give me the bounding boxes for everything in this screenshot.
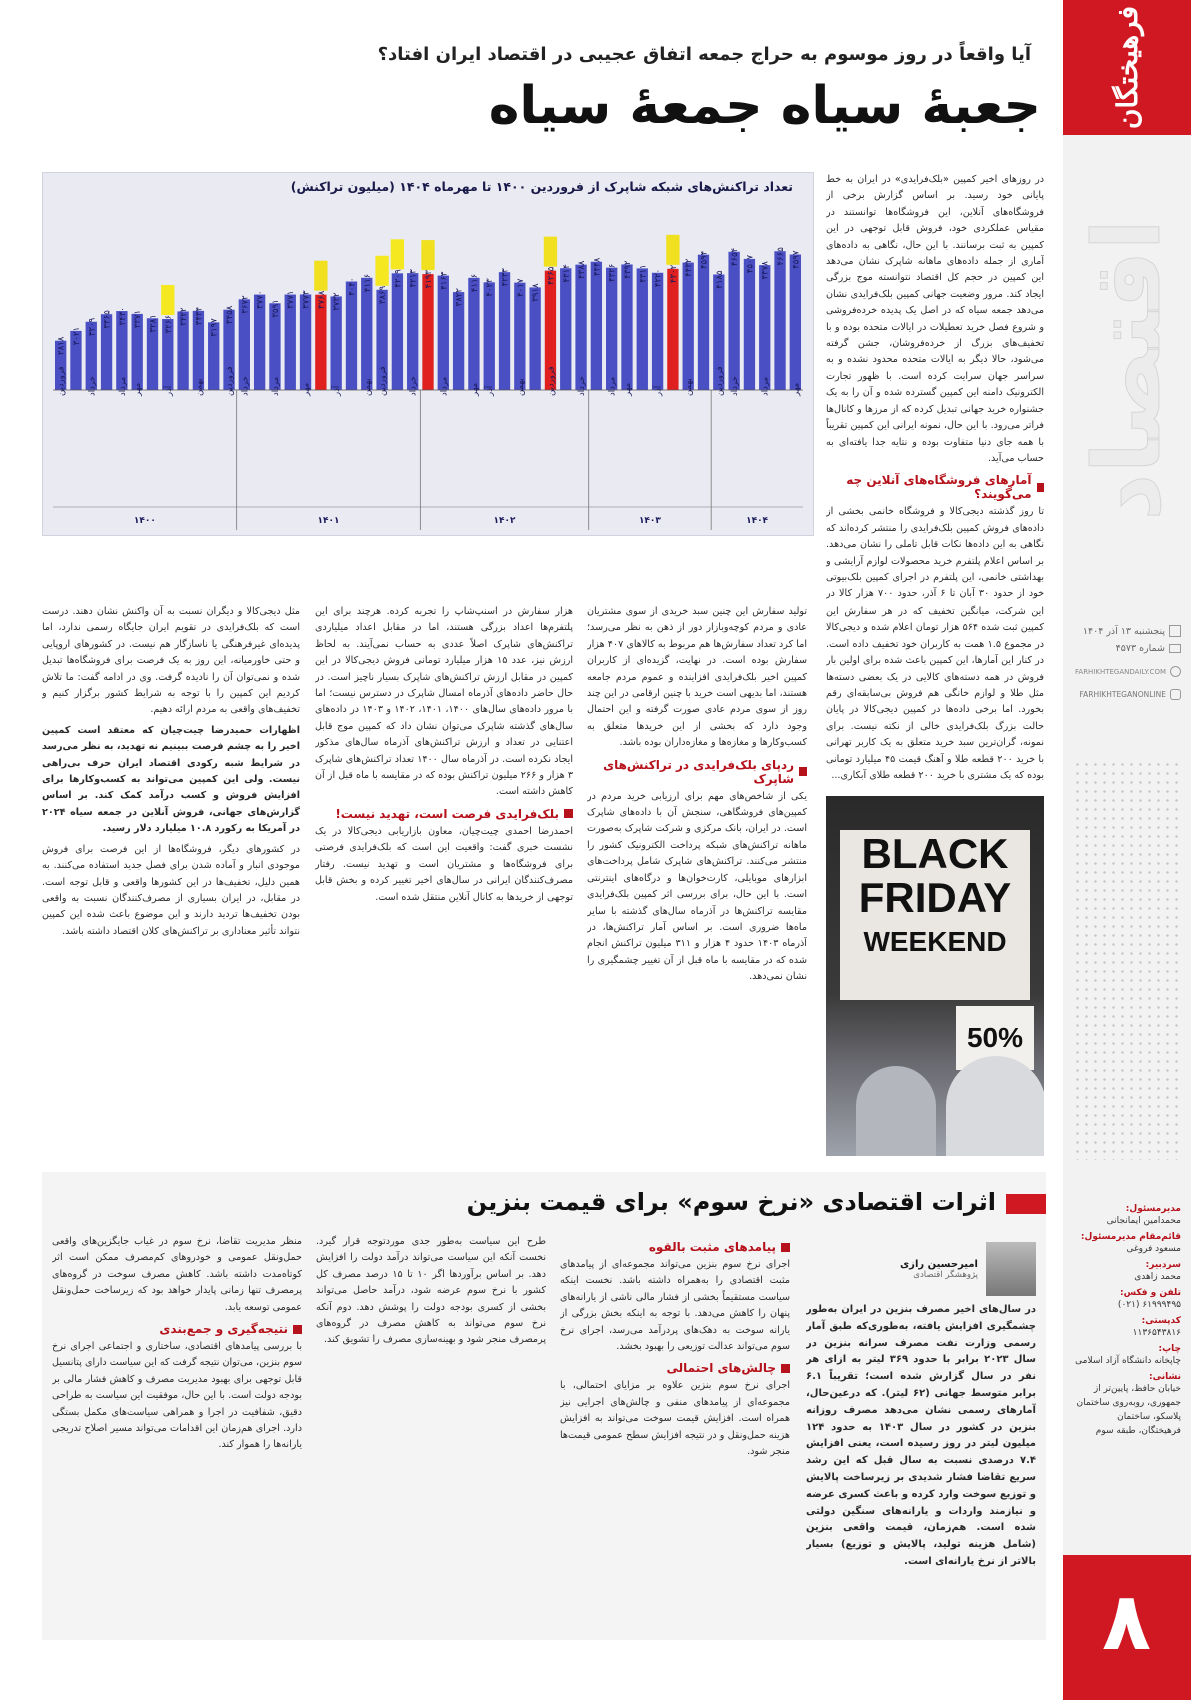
month-label: مرداد: [439, 376, 450, 396]
author-photo: [986, 1242, 1036, 1296]
sidebar: [1063, 0, 1191, 1700]
square-bullet-icon: [564, 809, 573, 818]
bottom-col-3: طرح این سیاست به‌طور جدی موردتوجه قرار گیرد. نخست آنکه این سیاست می‌تواند درآمد دولت را افزایش دهد. بر اساس برآوردها اگر ۱۰ تا ۱۵ درصد مصرف کل کشور با نرخ سوم عرضه شود، درآمد حاصل می‌تواند بخشی از کسری بودجه دولت را پوشش دهد. دوم آنکه نرخ سوم می‌تواند به کاهش مصرف در گروه‌های پرمصرف منجر شود و بهینه‌سازی مصرف را تشویق کند.: [316, 1236, 546, 1346]
body-column-1: تولید سفارش این چنین سبد خریدی از سوی مشتریان عادی و مردم کوچه‌وبازار دور از ذهن به نظر می‌رسد؛ اما کرد تعداد سفارش‌ها هم مربوط به کالاهای ۴۰۷ هزار سفارش بوده است. در نهایت، گزیده‌ای از کاربران کمپین اخیر بلک‌فرایدی افزاینده و عموم مردم جامعه هستند، اما بدیهی است خرید با چنین ارقامی در این چند روز از سوی مردم عادی صورت گرفته و این احتمال وجود دارد که بخشی از این خریدها متعلق به کسب‌وکارها و مغازه‌ها و مغازه‌داران بوده باشد. ردپای بلک‌فرایدی در تراکنش‌های شاپرک یکی از شاخص‌های مهم برای ارزیابی خرید مردم در کمپین‌های فروشگاهی، سنجش آن با داده‌های شاپرک است. در ایران، بانک مرکزی و شرکت شاپرک به‌صورت ماهانه تراکنش‌های شبکه پرداخت الکترونیک کشور را منتشر می‌کنند. تراکنش‌های شاپرک شامل پرداخت‌های ابزارهای موبایلی، کارت‌خوان‌ها و درگاه‌های اینترنتی است. با این حال، برای بررسی اثر کمپین بلک‌فرایدی مقایسه تراکنش‌ها در آذرماه سال‌های گذشته با سایر ماه‌ها ضروری است. بر اساس آمار تراکنش‌ها، در آذرماه ۱۴۰۳ حدود ۴ هزار و ۳۱۱ میلیون تراکنش انجام شده که در مقایسه با ماه قبل از آن تغییر چشمگیری را نشان نمی‌دهد.: [587, 606, 807, 983]
headline-kicker: آیا واقعاً در روز موسوم به حراج جمعه اتفاق عجیبی در اقتصاد ایران افتاد؟: [377, 44, 1031, 65]
value-label-highlight: [391, 239, 404, 269]
value-label: ۳۳۷۱: [133, 309, 144, 329]
credit-value: محمدامین ایمانجانی: [1106, 1216, 1181, 1226]
instagram-icon: [1170, 689, 1181, 700]
value-label: ۳۲۸۱: [148, 314, 159, 333]
value-label-highlight: [375, 256, 388, 286]
value-label: ۴۴۴۸: [592, 257, 603, 277]
value-label: ۴۲۲۰: [653, 268, 664, 288]
author-box: [826, 1242, 1036, 1296]
value-label: ۴۶۶۵: [776, 247, 787, 266]
chart-bar: [774, 251, 785, 390]
month-label: بهمن: [194, 378, 205, 396]
value-label: ۳۶۷۲: [240, 295, 251, 314]
value-label-highlight: [666, 235, 679, 265]
month-label: مهر: [469, 382, 480, 396]
value-label: ۳۳۶۵: [102, 310, 113, 329]
author-role: پژوهشگر اقتصادی: [913, 1269, 978, 1280]
month-label: خرداد: [730, 376, 741, 396]
bottom-title-bar: [1006, 1194, 1046, 1214]
value-label: ۴۳۹۲: [622, 260, 633, 279]
lead-column: [826, 172, 1044, 600]
chart-bar: [560, 268, 571, 390]
credit-value: ۶۱۹۹۹۴۹۵ (۰۲۱): [1117, 1300, 1181, 1310]
square-bullet-icon: [781, 1364, 790, 1373]
social-handle[interactable]: FARHIKHTEGANONLINE: [1079, 690, 1166, 699]
month-label: فروردین: [546, 366, 557, 396]
credit-label: مدیرمسئول:: [1125, 1204, 1181, 1214]
page-number: ۸: [1063, 1555, 1191, 1700]
value-label: ۳۴۵۸: [225, 305, 236, 324]
value-label: ۴۲۶۵: [546, 266, 557, 285]
value-label: ۴۱۹۳: [424, 270, 434, 289]
value-label: ۳۷۶۸: [316, 290, 327, 309]
value-label: ۳۴۳۰: [117, 307, 128, 326]
value-label: ۴۰۱۷: [515, 278, 526, 297]
bottom-col-4: منظر مدیریت تقاضا، نرخ سوم در غیاب جایگزین‌های واقعی حمل‌ونقل عمومی و خودروهای کم‌مصرف ممکن است اثر کوتاه‌مدت داشته باشد. کاهش مصرف سوخت در گروه‌های پرمصرف تنها زمانی پایدار خواهد بود که زیرساخت حمل‌ونقل عمومی توسعه یابد. نتیجه‌گیری و جمع‌بندی با بررسی پیامدهای اقتصادی، ساختاری و اجتماعی اجرای نرخ سوم بنزین، می‌توان نتیجه گرفت که این سیاست دارای پتانسیل قابل توجهی برای بهبود مدیریت مصرف و کاهش فشار مالی بر بودجه دولت است. با این حال، موفقیت این سیاست به طراحی دقیق، شفافیت در اجرا و همراهی سیاست‌های مکمل بستگی دارد. اجرای هم‌زمان این اقدامات می‌تواند مسیر اصلاح تدریجی یارانه‌ها را هموار کند.: [52, 1236, 302, 1451]
value-label: ۳۰۲۱: [71, 326, 82, 346]
year-label: ۱۴۰۳: [638, 516, 661, 526]
chart-bar: [529, 287, 540, 390]
chart-bar: [790, 255, 801, 390]
month-label: مهر: [791, 382, 802, 396]
value-label: ۴۴۳۲: [684, 258, 695, 277]
subhead-opportunity: بلک‌فرایدی فرصت است، تهدید نیست!: [315, 807, 573, 821]
chart-bar: [575, 265, 586, 390]
month-label: آذر: [163, 385, 174, 396]
chart-bar: [667, 269, 678, 390]
value-label-highlight: [544, 237, 557, 267]
month-label: خرداد: [408, 376, 419, 396]
chart-bar: [698, 255, 709, 390]
value-label: ۴۵۹۴: [699, 250, 710, 269]
month-label: بهمن: [515, 378, 526, 396]
headline-title: جعبهٔ سیاه جمعهٔ سیاه: [488, 76, 1041, 136]
credit-value: ۱۱۳۶۵۴۳۸۱۶: [1132, 1328, 1181, 1338]
author-name: امیرحسین رازی: [900, 1258, 978, 1270]
value-label: ۴۲۳۳: [500, 268, 511, 287]
value-label: ۴۵۰۷: [745, 254, 756, 274]
month-label: آذر: [653, 385, 664, 396]
credit-label: کدپستی:: [1141, 1316, 1181, 1326]
issue-number: شماره ۴۵۷۳: [1115, 643, 1165, 654]
chart-bar: [759, 265, 770, 390]
value-label: ۴۳۰۲: [668, 264, 679, 284]
value-label: ۴۱۸۵: [714, 270, 725, 289]
year-label: ۱۴۰۱: [317, 516, 340, 526]
bottom-article: [42, 1172, 1046, 1640]
lead-paragraph: در روزهای اخیر کمپین «بلک‌فرایدی» در ایران به خط پایانی خود رسید. بر اساس گزارش برخی از فروشگاه‌های آنلاین، این فروشگاه‌ها توانستند در مقیاس عملکردی خود، فروش قابل توجهی در این کمپین به ثبت برسانند. با این حال، نگاهی به داده‌های آماری از جمله داده‌های ماهانه شاپرک نشان می‌دهد این کمپین در حجم کل اقتصاد نتوانسته موج بزرگی ایجاد کند. مرور وضعیت جهانی کمپین بلک‌فرایدی نشان می‌دهد جمعه سیاه که در اصل یک پدیده خرده‌فروشی و شروع فصل خرید تعطیلات در ایالات متحده بوده و با تخفیف‌های بزرگ از خرده‌فروشان، جشن گرفته می‌شود، حالا دیگر به ایالات متحده محدود نشده و به سراسر جهان سرایت کرده است. با ظهور تجارت الکترونیک دامنه این کمپین گسترده شده و آن را به یک جشنواره خرید جهانی تبدیل کرده که از مرزها و کانال‌ها فراتر می‌رود. با این حال، نمونه ایرانی این کمپین تقریباً با همه جای دنیا متفاوت بوده و نتایه جدا یافته‌ای به حساب می‌آید.: [826, 174, 1044, 464]
chart-bar: [637, 268, 648, 390]
year-label: ۱۴۰۴: [746, 516, 769, 526]
month-label: مرداد: [270, 376, 281, 396]
value-label: ۴۰۲۳: [485, 278, 496, 297]
number-icon: [1169, 644, 1181, 653]
value-label: ۴۵۹۷: [791, 250, 802, 269]
value-label: ۳۸۶۹: [378, 285, 389, 305]
value-label: ۲۸۱۸: [56, 336, 67, 355]
value-label: ۴۳۸۸: [577, 260, 588, 279]
chart-bar: [407, 273, 418, 390]
chart-bar: [606, 268, 617, 390]
value-label: ۳۴۲۲: [179, 307, 190, 326]
credit-label: چاپ:: [1158, 1344, 1181, 1354]
month-label: مرداد: [117, 376, 128, 396]
square-bullet-icon: [293, 1325, 302, 1334]
chart-bar: [392, 273, 403, 390]
chart-bar: [346, 282, 357, 391]
value-label-highlight: [314, 261, 327, 291]
year-label: ۱۴۰۰: [133, 516, 156, 526]
credit-label: قائم‌مقام مدیرمسئول:: [1080, 1232, 1181, 1242]
black-friday-photo: BLACK FRIDAY WEEKEND 50%: [826, 796, 1044, 1156]
value-label: ۴۱۶۳: [439, 271, 450, 290]
body-paragraph-1: تا روز گذشته دیجی‌کالا و فروشگاه خانمی بخشی از داده‌های فروش کمپین بلک‌فرایدی را منتشر کرده‌اند که نگاهی به این داده‌ها نکات قابل تاملی را نشان می‌دهد. بر اساس اعلام پلتفرم خرید محصولات لوازم آرایشی و بهداشتی خانمی، این پلتفرم در اجرای کمپین بلک‌بیوتی خود از حدود ۳۰ آبان تا ۶ آذر، حدود ۷۰۰ هزار کالا در: [826, 506, 1044, 600]
body-column-3: مثل دیجی‌کالا و دیگران نسبت به آن واکنش نشان دهند. درست است که بلک‌فرایدی در تقویم ایران جایگاه رسمی ندارد، اما پدیده‌ای غیرفرهنگی یا ناسازگار هم نیست. در کشورهای اروپایی و حتی خاورمیانه، این روز به یک فرصت برای فروشگاه‌ها تبدیل شده و نمی‌توان آن را نادیده گرفت. وی در ادامه گفت: ما تلاش کردیم این کمپین را با توجه به شرایط کشور برگزار کنیم و تخفیف‌های واقعی به مردم ارائه دهیم. اظهارات حمیدرضا چیت‌چیان که معتقد است کمپین اخیر را به چشم فرصت ببینیم نه تهدید، به نظر می‌رسد در شرایط شبه رکودی اقتصاد ایران حرف بی‌راهی نیست. ولی این کمپین می‌تواند به کسب‌وکارها برای افزایش فروش و کسب درآمد کمک کند. بر اساس گزارش‌های جهانی، فروش آنلاین در جمعه سیاه ۲۰۲۴ در آمریکا به رکورد ۱۰.۸ میلیارد دلار رسید. در کشورهای دیگر، فروشگاه‌ها از این فرصت برای فروش موجودی انبار و آماده شدن برای فصل جدید استفاده می‌کنند. به همین دلیل، تخفیف‌ها در این کشورها واقعی و قابل توجه است. در مقابل، در ایران بسیاری از مصرف‌کنندگان نسبت به واقعی بودن تخفیف‌ها تردید دارند و این موضوع باعث شده این کمپین نتواند تأثیر معناداری بر تراکنش‌های کلان اقتصاد داشته باشد.: [42, 606, 300, 937]
value-label: ۳۷۷۳: [301, 290, 312, 309]
body-column-2: هزار سفارش در اسنپ‌شاپ را تجربه کرده. هرچند برای این پلتفرم‌ها اعداد بزرگی هستند، اما در مقابل اعداد میلیاردی تراکنش‌های شاپرک اصلاً عددی به حساب نمی‌آیند. به لحاظ ارزش نیز، عدد ۱۵ هزار میلیارد تومانی فروش دیجی‌کالا در این کمپین در مقابل ارزش تراکنش‌های شاپرک بسیار ناچیز است. در حال حاضر داده‌های آذرماه امسال شاپرک در دسترس نیست؛ اما با مرور داده‌های سال‌های ۱۴۰۰، ۱۴۰۱، ۱۴۰۲ و ۱۴۰۳ در داده‌های سال‌های گذشته شاپرک می‌توان نشان داد که کمپین موج قابل اعتنایی در تعداد و ارزش تراکنش‌های آذرماه سال‌های مذکور ایجاد نکرده است. در آذرماه سال ۱۴۰۰ تعداد تراکنش‌های شاپرک ۳ هزار و ۲۶۶ میلیون تراکنش بوده که در مقایسه با ماه قبل از آن کاهش داشته است. بلک‌فرایدی فرصت است، تهدید نیست! احمدرضا احمدی چیت‌چیان، معاون بازاریابی دیجی‌کالا در یک نشست خبری گفت: واقعیت این است که بلک‌فرایدی فرصتی برای فروشگاه‌ها و مشتریان است و تهدید نیست. رفتار مصرف‌کنندگان ایرانی در سال‌های اخیر تغییر کرده و بخش قابل توجهی از خریدها به کانال آنلاین منتقل شده است.: [315, 606, 573, 903]
square-bullet-icon: [781, 1243, 790, 1252]
credit-value: چاپخانه دانشگاه آزاد اسلامی: [1075, 1356, 1181, 1366]
section-title: اقتصاد: [1073, 219, 1181, 521]
credit-label: سردبیر:: [1145, 1260, 1181, 1270]
value-label-highlight: [421, 240, 434, 270]
value-label: ۳۲۰۹: [87, 317, 98, 337]
value-label: ۴۰۴۰: [347, 277, 358, 296]
month-label: مهر: [133, 382, 144, 396]
calendar-icon: [1169, 625, 1181, 637]
chart-bar: [683, 263, 694, 390]
pattern-dots: [1073, 760, 1181, 1160]
month-label: آذر: [485, 385, 496, 396]
chart-panel: [42, 172, 814, 536]
credit-value: محمد زاهدی: [1134, 1272, 1181, 1282]
chart-title: تعداد تراکنش‌های شبکه شاپرک از فروردین ۱۴۰۰ تا مهرماه ۱۴۰۴ (میلیون تراکنش): [290, 179, 793, 194]
credit-label: نشانی:: [1148, 1372, 1181, 1382]
website-url[interactable]: FARHIKHTEGANDAILY.COM: [1075, 667, 1166, 676]
logo-text: فرهیختگان: [1110, 5, 1144, 130]
chart-bar: [438, 276, 449, 390]
value-label: ۴۳۱۴: [561, 264, 572, 283]
chart-bar: [652, 273, 663, 390]
month-label: فروردین: [714, 366, 725, 396]
bar-chart: [43, 195, 813, 535]
value-label: ۴۲۱۳: [408, 269, 419, 288]
month-label: بهمن: [362, 378, 373, 396]
value-label: ۳۷۷۰: [255, 290, 266, 309]
value-label: ۴۳۲۶: [607, 263, 618, 282]
value-label: ۴۱۱۶: [469, 273, 480, 293]
month-label: خرداد: [577, 376, 588, 396]
year-label: ۱۴۰۲: [493, 516, 516, 526]
month-label: بهمن: [684, 378, 695, 396]
chart-bar: [499, 272, 510, 390]
credit-value: خیابان حافظ، پایین‌تر از جمهوری، روبه‌روی ساختمان پلاسکو، ساختمان فرهیختگان، طبقه سوم: [1076, 1384, 1181, 1436]
chart-bar: [728, 252, 739, 390]
month-label: مرداد: [760, 376, 771, 396]
month-label: فروردین: [378, 366, 389, 396]
bottom-col-2: پیامدهای مثبت بالقوه اجرای نرخ سوم بنزین می‌تواند مجموعه‌ای از پیامدهای مثبت اقتصادی را به‌همراه داشته باشد. نخست اینکه سیاست مستقیماً بخشی از فشار مالی ناشی از یارانه‌های پنهان را کاهش می‌دهد. با توجه به اینکه بخش بزرگی از یارانه سوخت به دهک‌های پردرآمد می‌رسد، اجرای نرخ سوم می‌تواند عدالت توزیعی را بهبود بخشد. چالش‌های احتمالی اجرای نرخ سوم بنزین علاوه بر مزایای احتمالی، با مجموعه‌ای از پیامدهای منفی و چالش‌های اجرایی نیز همراه است. افزایش قیمت سوخت می‌تواند به افزایش هزینه حمل‌ونقل و در نتیجه افزایش سطح عمومی قیمت‌ها منجر شود.: [560, 1240, 790, 1458]
value-label: ۴۱۱۶: [362, 273, 373, 293]
credit-label: تلفن و فکس:: [1120, 1288, 1181, 1298]
value-label: ۳۵۹۱: [270, 299, 281, 318]
chart-bar: [361, 278, 372, 390]
value-label: ۴۳۷۸: [760, 261, 771, 280]
logo-block: [1063, 0, 1191, 135]
value-label-highlight: [161, 285, 174, 315]
month-label: مهر: [301, 382, 312, 396]
month-label: مرداد: [607, 376, 618, 396]
chart-bar: [591, 262, 602, 390]
value-label: ۳۲۶۶: [163, 314, 174, 334]
value-label: ۳۱۹۷: [209, 318, 220, 337]
value-label: ۳۷۷۱: [286, 290, 297, 309]
square-bullet-icon: [799, 767, 807, 776]
chart-bar: [468, 278, 479, 390]
value-label: ۳۴۳۴: [194, 306, 205, 326]
highlighted-quote: اظهارات حمیدرضا چیت‌چیان که معتقد است کمپین اخیر را به چشم فرصت ببینیم نه تهدید، به نظر می‌رسد در شرایط شبه رکودی اقتصاد ایران حرف بی‌راهی نیست. ولی این کمپین می‌تواند به کسب‌وکارها برای افزایش فروش و کسب درآمد کمک کند. بر اساس گزارش‌های جهانی، فروش آنلاین در جمعه سیاه ۲۰۲۴ در آمریکا به رکورد ۱۰.۸ میلیارد دلار رسید.: [42, 724, 300, 835]
value-label: ۴۳۱۱: [638, 264, 649, 283]
month-label: خرداد: [240, 376, 251, 396]
credit-value: مسعود فروغی: [1126, 1244, 1181, 1254]
credits: [1073, 1200, 1181, 1438]
value-label: ۳۸۲۲: [454, 288, 465, 307]
bottom-title: اثرات اقتصادی «نرخ سوم» برای قیمت بنزین: [466, 1188, 996, 1216]
chart-bar: [621, 264, 632, 390]
subhead-shaparak: ردپای بلک‌فرایدی در تراکنش‌های شاپرک: [587, 758, 807, 786]
globe-icon: [1170, 666, 1181, 677]
value-label: ۴۲۰۹: [393, 269, 404, 288]
chart-bar: [744, 259, 755, 390]
bottom-lead: در سال‌های اخیر مصرف بنزین در ایران به‌طور چشمگیری افزایش یافته، به‌طوری‌که طبق آمار رسمی وزارت نفت مصرف سرانه بنزین در سال ۲۰۲۳ برابر با حدود ۳۶۹ لیتر به ازای هر نفر در سال گزارش شده است؛ تقریباً ۶.۱ برابر متوسط جهانی (۶۲ لیتر). که درعین‌حال، آمارهای رسمی نشان می‌دهد مصرف روزانه بنزین در کشور در سال ۱۴۰۳ به حدود ۱۲۴ میلیون لیتر در روز رسیده است، یعنی افزایش ۷.۴ درصدی نسبت به سال قبل که این رشد سریع تقاضا فشار شدیدی بر زیرساخت پالایش و توزیع سوخت وارد کرده و باعث کسری عرضه و نیازمند واردات و یارانه‌های سنگین دولتی شده است. هم‌زمان، قیمت واقعی بنزین (شامل هزینه تولید، پالایش و توزیع) بسیار بالاتر از نرخ یارانه‌ای است.: [806, 1304, 1036, 1567]
body-paragraph-2: این شرکت، میانگین تخفیف که در هر سفارش این کمپین ثبت شده ۵۶۴ هزار تومان اعلام شده و دیجی‌کالا در مجموع ۱.۵ همت به کاربران خود تخفیف داده است. در کنار این آمارها، این کمپین باعث شده برای اولین بار فروش در همه دسته‌های کالایی در یک بعضی دسته‌ها مثل طلا و لوازم خانگی هم فروش بی‌سابقه‌ای رقم بخورد. اما برخی داده‌ها در کمپین دیجی‌کالا در پایان حالت بزرگ بلک‌فرایدی خالی از نکته نیست. برای نمونه، گران‌ترین سبد خرید متعلق به یک کاربر تهرانی با خرید ۲۰۰ قطعه طلا و آهنگ قیمت ۴۵ میلیارد تومانی بوده که یک مشتری با خرید ۲۰۰ قطعه طلای آبکاری...: [826, 606, 1044, 782]
chart-bar: [422, 274, 433, 390]
subhead-online-stores: آمارهای فروشگاه‌های آنلاین چه می‌گویند؟: [826, 473, 1044, 501]
chart-bar: [514, 283, 525, 390]
value-label: ۳۹۱۸: [531, 283, 542, 302]
issue-info: [1073, 625, 1181, 700]
value-label: ۳۷۳۲: [332, 292, 343, 311]
month-label: فروردین: [225, 366, 236, 396]
value-label: ۴۶۵۴: [730, 247, 741, 267]
issue-date: پنجشنبه ۱۳ آذر ۱۴۰۴: [1082, 625, 1165, 637]
month-label: مهر: [622, 382, 633, 396]
month-label: فروردین: [56, 366, 67, 396]
month-label: آذر: [332, 385, 343, 396]
chart-bar: [484, 282, 495, 390]
lead-column-cont: [826, 604, 1044, 789]
square-bullet-icon: [1037, 483, 1045, 492]
month-label: خرداد: [87, 376, 98, 396]
